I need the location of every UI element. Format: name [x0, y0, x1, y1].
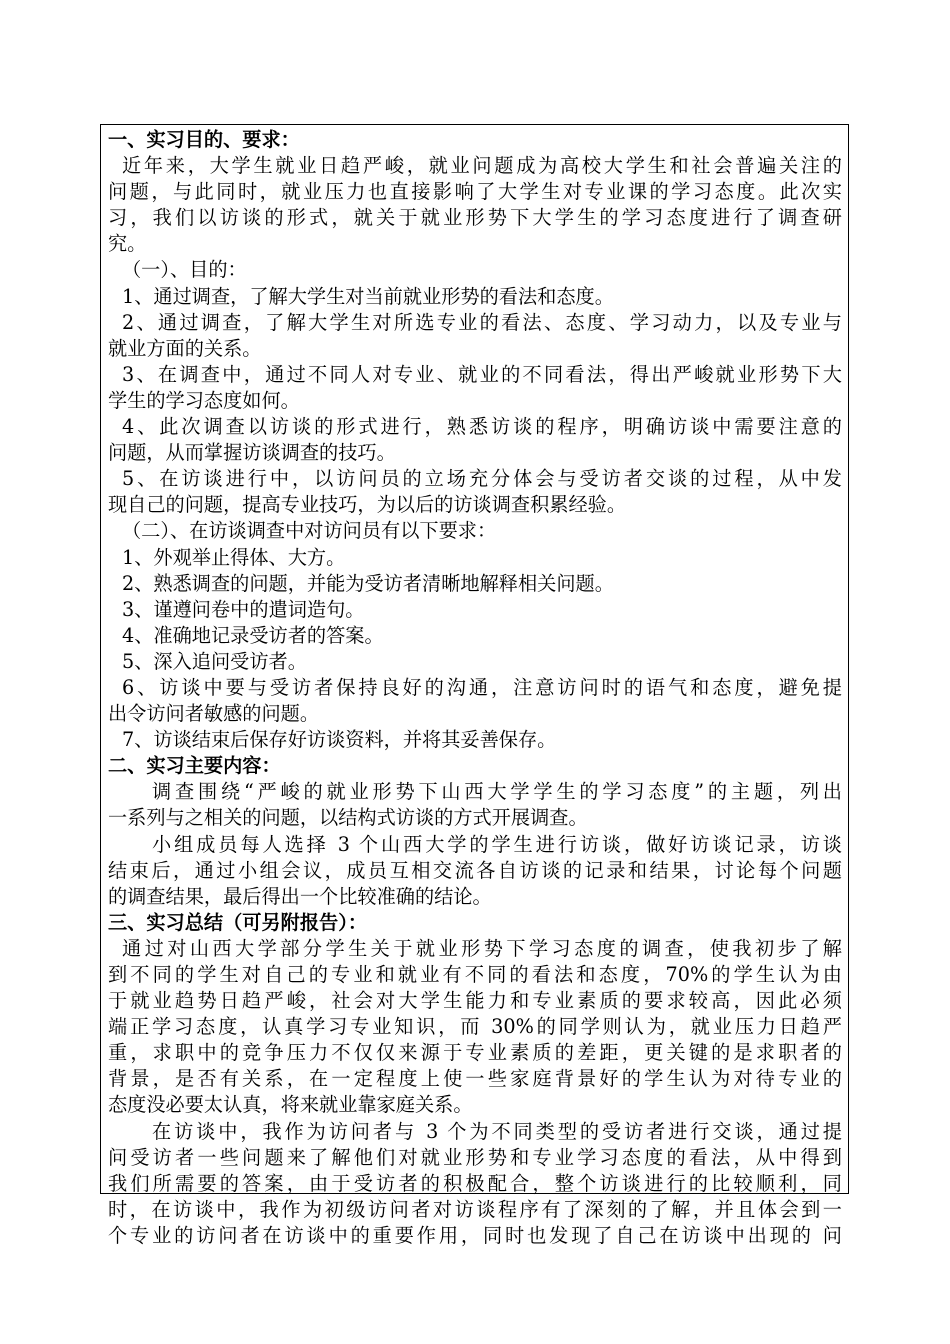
intro-line: 习，我们以访谈的形式，就关于就业形势下大学生的学习态度进行了调查研: [108, 206, 842, 230]
purpose-item: 学生的学习态度如何。: [108, 388, 300, 412]
content-paragraph-line: 一系列与之相关的问题，以结构式访谈的方式开展调查。: [108, 806, 588, 830]
purpose-item: 现自己的问题，提高专业技巧，为以后的访谈调查积累经验。: [108, 493, 627, 517]
section2-heading: 二、实习主要内容：: [108, 754, 281, 778]
document-table-cell: [100, 124, 849, 1247]
requirement-item: 出令访问者敏感的问题。: [108, 702, 320, 726]
summary-paragraph-line: 个专业的访问者在访谈中的重要作用，同时也发现了自己在访谈中出现的 问: [108, 1223, 842, 1247]
intro-line: 问题，与此同时，就业压力也直接影响了大学生对专业课的学习态度。此次实: [108, 180, 842, 204]
requirement-item: 5、深入追问受访者。: [122, 649, 307, 673]
content-paragraph-line: 小组成员每人选择 3 个山西大学的学生进行访谈，做好访谈记录，访谈: [152, 832, 842, 856]
requirement-item: 4、准确地记录受访者的答案。: [122, 623, 384, 647]
purpose-item: 4、此次调查以访谈的形式进行，熟悉访谈的程序，明确访谈中需要注意的: [122, 415, 842, 439]
purpose-item: 5、在访谈进行中，以访问员的立场充分体会与受访者交谈的过程，从中发: [122, 467, 842, 491]
summary-paragraph-line: 端正学习态度，认真学习专业知识，而 30%的同学则认为，就业压力日趋严: [108, 1015, 842, 1039]
content-paragraph-line: 的调查结果，最后得出一个比较准确的结论。: [108, 884, 492, 908]
requirement-item: 3、谨遵问卷中的遣词造句。: [122, 597, 365, 621]
summary-paragraph-line: 态度没必要太认真，将来就业靠家庭关系。: [108, 1093, 473, 1117]
purpose-title: （一）、目的：: [122, 258, 247, 282]
summary-paragraph-line: 背景，是否有关系，在一定程度上使一些家庭背景好的学生认为对待专业的: [108, 1067, 842, 1091]
purpose-item: 就业方面的关系。: [108, 336, 262, 360]
summary-paragraph-line: 重，求职中的竞争压力不仅仅来源于专业素质的差距，更关键的是求职者的: [108, 1041, 842, 1065]
purpose-item: 1、通过调查，了解大学生对当前就业形势的看法和态度。: [122, 284, 614, 308]
summary-paragraph-line: 我们所需要的答案，由于受访者的积极配合，整个访谈进行的比较顺利，同: [108, 1171, 842, 1195]
requirement-item: 1、外观举止得体、大方。: [122, 545, 346, 569]
purpose-item: 2、通过调查，了解大学生对所选专业的看法、态度、学习动力，以及专业与: [122, 310, 842, 334]
intro-line: 究。: [108, 232, 147, 256]
intro-line: 近年来，大学生就业日趋严峻，就业问题成为高校大学生和社会普遍关注的: [122, 154, 842, 178]
purpose-item: 3、在调查中，通过不同人对专业、就业的不同看法，得出严峻就业形势下大: [122, 362, 842, 386]
requirement-item: 7、访谈结束后保存好访谈资料，并将其妥善保存。: [122, 728, 557, 752]
content-paragraph-line: 结束后，通过小组会议，成员互相交流各自访谈的记录和结果，讨论每个问题: [108, 858, 842, 882]
requirement-title: （二）、在访谈调查中对访问员有以下要求：: [122, 519, 497, 543]
content-paragraph-line: 调查围绕“严峻的就业形势下山西大学学生的学习态度”的主题，列出: [152, 780, 842, 804]
summary-paragraph-line: 到不同的学生对自己的专业和就业有不同的看法和态度，70%的学生认为由: [108, 963, 842, 986]
summary-paragraph-line: 时，在访谈中，我作为初级访问者对访谈程序有了深刻的了解，并且体会到一: [108, 1197, 842, 1221]
section3-heading: 三、实习总结（可另附报告）：: [108, 910, 368, 934]
requirement-item: 2、熟悉调查的问题，并能为受访者清晰地解释相关问题。: [122, 571, 614, 595]
summary-paragraph-line: 问受访者一些问题来了解他们对就业形势和专业学习态度的看法，从中得到: [108, 1145, 842, 1169]
purpose-item: 问题，从而掌握访谈调查的技巧。: [108, 441, 396, 465]
summary-paragraph-line: 于就业趋势日趋严峻，社会对大学生能力和专业素质的要求较高，因此必须: [108, 989, 842, 1013]
summary-paragraph-line: 在访谈中，我作为访问者与 3 个为不同类型的受访者进行交谈，通过提: [152, 1119, 842, 1143]
summary-paragraph-line: 通过对山西大学部分学生关于就业形势下学习态度的调查，使我初步了解: [122, 936, 842, 960]
requirement-item: 6、访谈中要与受访者保持良好的沟通，注意访问时的语气和态度，避免提: [122, 675, 842, 699]
section1-heading: 一、实习目的、要求：: [108, 128, 300, 151]
